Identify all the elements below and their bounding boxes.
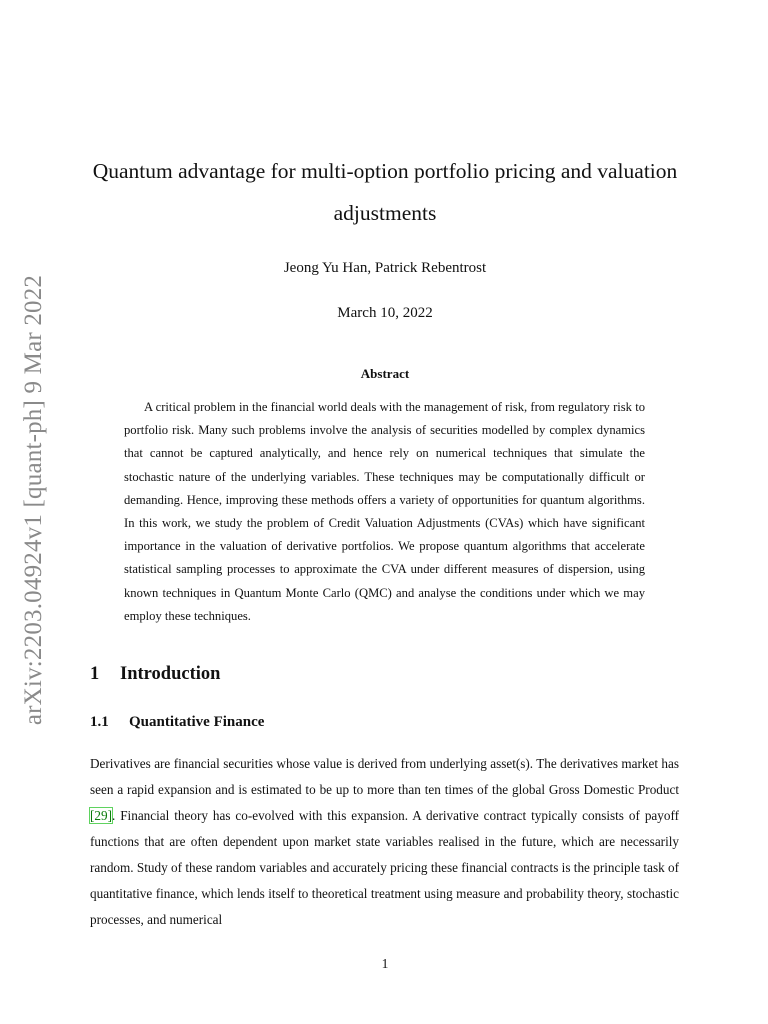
arxiv-identifier: arXiv:2203.04924v1 [quant-ph] 9 Mar 2022 [20,274,47,726]
body-paragraph [90,751,679,933]
body-text-before-citation: Derivatives are financial securities whose value is derived from underlying asset(s). The derivatives market has seen a rapid expansion and is estimated to be up to more than ten times of the global Gross Domestic Product [90,756,679,797]
section-title: Introduction [120,664,221,684]
paper-date: March 10, 2022 [337,305,433,321]
paper-authors: Jeong Yu Han, Patrick Rebentrost [283,260,487,276]
body-text-after-citation: . Financial theory has co-evolved with this expansion. A derivative contract typically consists of payoff functions that are often dependent upon market state variables realised in the future, which are necessarily random. Study of these random variables and accurately pricing these financial contracts is the principle task of quantitative finance, which lends itself to theoretical treatment using measure and probability theory, stochastic processes, and numerical [90,808,679,927]
page-number: 1 [381,956,389,971]
abstract-text: A critical problem in the financial world deals with the management of risk, from regulatory risk to portfolio risk. Many such problems involve the analysis of securities modelled by complex dynamics that cannot be captured analytically, and hence rely on numerical techniques that simulate the stochastic nature of the underlying variables. These techniques may be computationally difficult or demanding. Hence, improving these methods offers a variety of opportunities for quantum algorithms. In this work, we study the problem of Credit Valuation Adjustments (CVAs) which have significant importance in the valuation of derivative portfolios. We propose quantum algorithms that accelerate statistical sampling processes to approximate the CVA under different measures of dispersion, using known techniques in Quantum Monte Carlo (QMC) and analyse the conditions under which we may employ these techniques. [124,400,645,623]
subsection-heading [90,711,264,733]
abstract-heading: Abstract [360,366,410,381]
section-heading [90,661,220,687]
subsection-number: 1.1 [90,714,109,730]
subsection-title: Quantitative Finance [129,714,265,730]
citation-link[interactable]: [29] [90,808,112,823]
paper-title: Quantum advantage for multi-option portfolio pricing and valuation adjustments [92,159,678,225]
section-number: 1 [90,664,100,684]
